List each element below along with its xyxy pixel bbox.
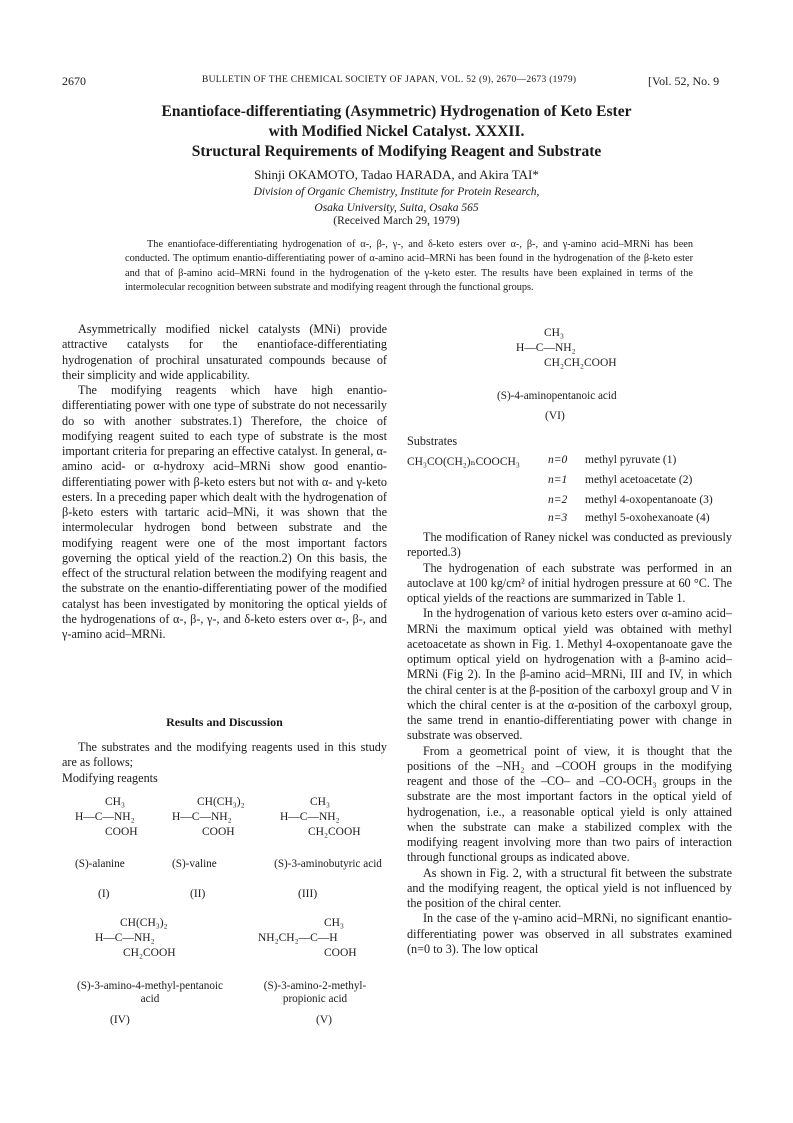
structure-center: NH₂CH₂—C—H (258, 932, 338, 944)
journal-citation: BULLETIN OF THE CHEMICAL SOCIETY OF JAPAN, VOL. 52 (9), 2670—2673 (1979) (202, 75, 577, 85)
paragraph: In the case of the γ-amino acid–MRNi, no significant enantio-differentiating power was observed in all substrates examined (n=0 to 3). The low optical (407, 911, 732, 956)
structure-bottom-group: CH₂CH₂COOH (544, 357, 617, 369)
received-date: (Received March 29, 1979) (333, 215, 460, 227)
page-number: 2670 (62, 74, 86, 88)
structure-label: (II) (190, 888, 206, 900)
structure-center: H—C—NH₂ (516, 342, 576, 354)
paragraph: Asymmetrically modified nickel catalysts (MNi) provide attractive catalysts for the enantioface-differentiating hydrogenation of prochiral unsaturated compounds because of their simplicity and wide applicability. (62, 322, 387, 382)
running-header (0, 74, 793, 90)
structure-bottom-group: COOH (324, 947, 357, 959)
paragraph: The modification of Raney nickel was conducted as previously reported.3) (407, 530, 732, 560)
volume-info: [Vol. 52, No. 9 (648, 74, 720, 88)
paragraph: The substrates and the modifying reagents used in this study are as follows; (62, 740, 387, 770)
substrate-n: n=3 (548, 512, 568, 524)
abstract: The enantioface-differentiating hydrogenation of α-, β-, γ-, and δ-keto esters over α-, β-, and γ-amino acid–MRNi has been conducted. The optimum enantio-differentiating power of α-amino acid–MRNi has been found in the hydrogenation of the β-keto ester and that of β-amino acid–MRNi found in the hydrogenation of the γ-keto ester. The results have been explained in terms of the intermolecular recognition between substrate and modifying reagent through the functional groups. (125, 239, 693, 294)
title-line: Structural Requirements of Modifying Reagent and Substrate (191, 143, 602, 160)
structure-bottom-group: CH₂COOH (123, 947, 176, 959)
paragraph: In the hydrogenation of various keto esters over α-amino acid–MRNi the maximum optical yield was obtained with methyl acetoacetate as shown in Fig. 1. Methyl 4-oxopentanoate gave the optimum optical yield on hydrogenation with a β-amino acid–MRNi (Fig 2). In the β-amino acid–MRNi, III and IV, in which the chiral center is at the β-position of the carboxyl group and V in which the chiral center is at the α-position of the carboxyl group, the same trend in enantio-differentiating power with change in substrate was observed. (407, 606, 732, 743)
structure-bottom-group: CH₂COOH (308, 826, 361, 838)
structure-name: (S)-3-amino-2-methyl-propionic acid (263, 980, 367, 1005)
substrate-name: methyl 5-oxohexanoate (4) (585, 512, 710, 524)
structure-IV (95, 916, 225, 961)
structure-center: H—C—NH₂ (172, 811, 232, 823)
structure-label: (IV) (110, 1014, 130, 1026)
intro-text (62, 740, 387, 786)
article-title (62, 102, 731, 162)
substrates-heading: Substrates (407, 434, 458, 448)
structure-label: (I) (98, 888, 110, 900)
structure-label: (III) (298, 888, 318, 900)
subheading-modifying-reagents: Modifying reagents (62, 770, 158, 785)
affiliation-line: Division of Organic Chemistry, Institute for Protein Research, (253, 186, 540, 198)
paragraph: The modifying reagents which have high enantio-differentiating power with one type of substrate do not necessarily do so with another substrates.1) Therefore, the choice of modifying reagent suited to each type of substrate is the most important criteria for preparing an effective catalyst. In general, α-amino acid- or α-hydroxy acid–MRNi show good enantio-differentiating power with β-keto esters but not with α- and γ-keto esters. In a preceding paper which dealt with the hydrogenation of β-keto esters with tartaric acid–MNi, it was shown that the intermolecular hydrogen bond between substrate and the modifying reagent were one of the most important factors governing the optical yield of the reaction.2) On this basis, the effect of the structural relation between the modifying reagent and the substrate on the enantio-differentiating power of the modified catalyst has been investigated by monitoring the optical yields of the hydrogenations of α-, β-, γ-, and δ-keto esters over α-, β-, and γ-amino acid–MRNi. (62, 383, 387, 641)
section-heading: Results and Discussion (166, 715, 283, 729)
title-line: Enantioface-differentiating (Asymmetric) Hydrogenation of Keto Ester (161, 103, 632, 120)
substrate-name: methyl pyruvate (1) (585, 454, 677, 466)
title-line: with Modified Nickel Catalyst. XXXII. (268, 123, 525, 140)
structure-top-group: CH₃ (310, 796, 330, 808)
affiliation (62, 184, 731, 216)
substrate-n: n=1 (548, 474, 568, 486)
structure-II (172, 795, 272, 840)
structure-top-group: CH(CH₃)₂ (120, 917, 168, 929)
structure-V (258, 916, 388, 961)
structure-name: (S)-valine (172, 858, 217, 870)
structure-top-group: CH₃ (105, 796, 125, 808)
paragraph: The hydrogenation of each substrate was performed in an autoclave at 100 kg/cm² of initial hydrogen pressure at 60 °C. The optical yields of the reactions are summarized in Table 1. (407, 560, 732, 605)
structure-top-group: CH(CH₃)₂ (197, 796, 245, 808)
substrate-n: n=0 (548, 454, 568, 466)
structure-name: (S)-alanine (75, 858, 125, 870)
substrate-formula: CH₃CO(CH₂)ₙCOOCH₃ (407, 456, 520, 468)
structure-VI (516, 326, 646, 371)
structure-center: H—C—NH₂ (75, 811, 135, 823)
affiliation-line: Osaka University, Suita, Osaka 565 (314, 202, 479, 214)
structure-label: (VI) (545, 410, 565, 422)
substrate-n: n=2 (548, 494, 568, 506)
structure-top-group: CH₃ (544, 327, 564, 339)
structure-label: (V) (316, 1014, 332, 1026)
substrate-name: methyl 4-oxopentanoate (3) (585, 494, 713, 506)
structure-top-group: CH₃ (324, 917, 344, 929)
left-column-intro (62, 322, 387, 642)
substrate-name: methyl acetoacetate (2) (585, 474, 693, 486)
paragraph: From a geometrical point of view, it is thought that the positions of the –NH₂ and –COOH groups in the modifying reagent and those of the –CO– and –CO-OCH₃ groups in the substrate are the most important factors in the optical yield of hydrogenation, i.e., a reasonable optical yield is only attained when the substrate can make a stabilized complex with the modifying reagent involving more than two pairs of interaction through functional groups as indicated above. (407, 743, 732, 865)
structure-name: (S)-4-aminopentanoic acid (497, 390, 617, 402)
structure-III (280, 795, 390, 840)
structure-center: H—C—NH₂ (280, 811, 340, 823)
structure-bottom-group: COOH (202, 826, 235, 838)
paragraph: As shown in Fig. 2, with a structural fit between the substrate and the modifying reagent, the optical yield is not influenced by the position of the chiral center. (407, 865, 732, 910)
structure-I (75, 795, 155, 840)
structure-bottom-group: COOH (105, 826, 138, 838)
structure-name: (S)-3-amino-4-methyl-pentanoic acid (76, 980, 223, 1005)
right-column-body (407, 530, 732, 957)
authors: Shinji OKAMOTO, Tadao HARADA, and Akira TAI* (254, 167, 539, 182)
structure-center: H—C—NH₂ (95, 932, 155, 944)
structure-name: (S)-3-aminobutyric acid (274, 858, 382, 870)
